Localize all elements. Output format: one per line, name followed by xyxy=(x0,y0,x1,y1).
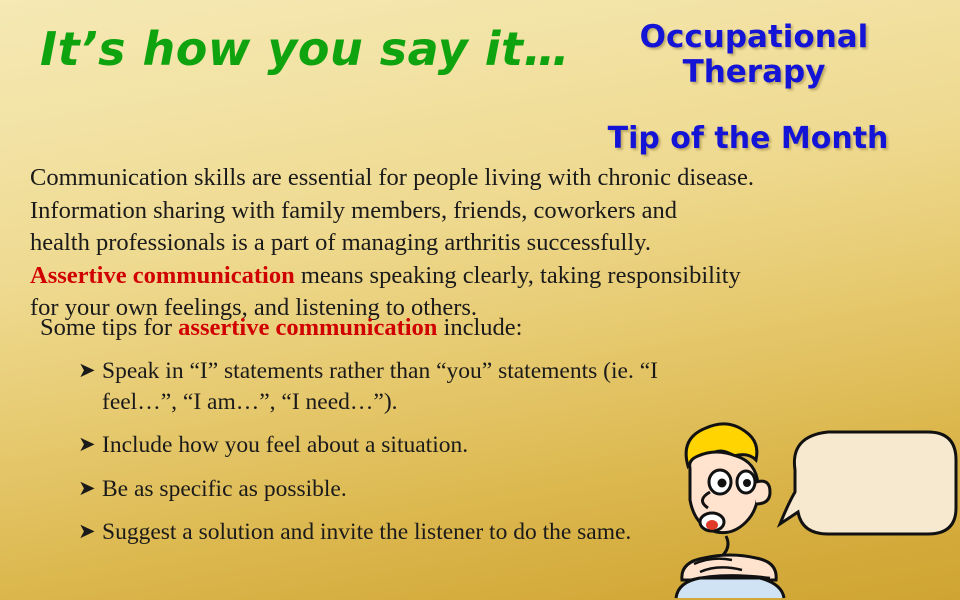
body-line-4 xyxy=(30,260,942,293)
arrow-bullet-icon: ➤ xyxy=(78,432,96,457)
list-item xyxy=(78,430,688,461)
occupational-therapy-heading: Occupational Therapy xyxy=(639,19,869,90)
arrow-bullet-icon: ➤ xyxy=(78,475,96,500)
assertive-communication-highlight: Assertive communication xyxy=(30,261,295,289)
cartoon-boy-with-speech-bubble-icon xyxy=(660,412,960,600)
tips-lead-after: include: xyxy=(437,314,523,341)
body-line-4-text: means speaking clearly, taking responsibility xyxy=(294,261,741,289)
list-item xyxy=(78,474,688,505)
cartoon-illustration xyxy=(660,412,960,600)
body-line-1: Communication skills are essential for people living with chronic disease. xyxy=(30,164,754,191)
body-paragraph xyxy=(30,162,942,325)
list-item-label: Suggest a solution and invite the listener to do the same. xyxy=(102,519,632,546)
list-item-label: Include how you feel about a situation. xyxy=(102,432,469,459)
list-item-label: Speak in “I” statements rather than “you” statements (ie. “I feel…”, “I am…”, “I need…”). xyxy=(102,358,658,415)
tips-bullet-list xyxy=(78,356,688,561)
tip-of-the-month-heading: Tip of the Month xyxy=(607,121,889,156)
tips-lead-highlight: assertive communication xyxy=(178,314,438,341)
body-line-3: health professionals is a part of managing arthritis successfully. xyxy=(30,229,651,257)
page-title: It’s how you say it… xyxy=(40,22,570,76)
tips-lead-line xyxy=(40,312,940,344)
body-line-5: for your own feelings, and listening to others. xyxy=(30,294,478,322)
list-item xyxy=(78,517,688,548)
list-item xyxy=(78,356,688,417)
tips-lead-before: Some tips for xyxy=(40,314,179,341)
list-item-label: Be as specific as possible. xyxy=(102,475,347,502)
arrow-bullet-icon: ➤ xyxy=(78,519,96,544)
arrow-bullet-icon: ➤ xyxy=(78,358,96,382)
body-line-2: Information sharing with family members, friends, coworkers and xyxy=(30,196,678,224)
